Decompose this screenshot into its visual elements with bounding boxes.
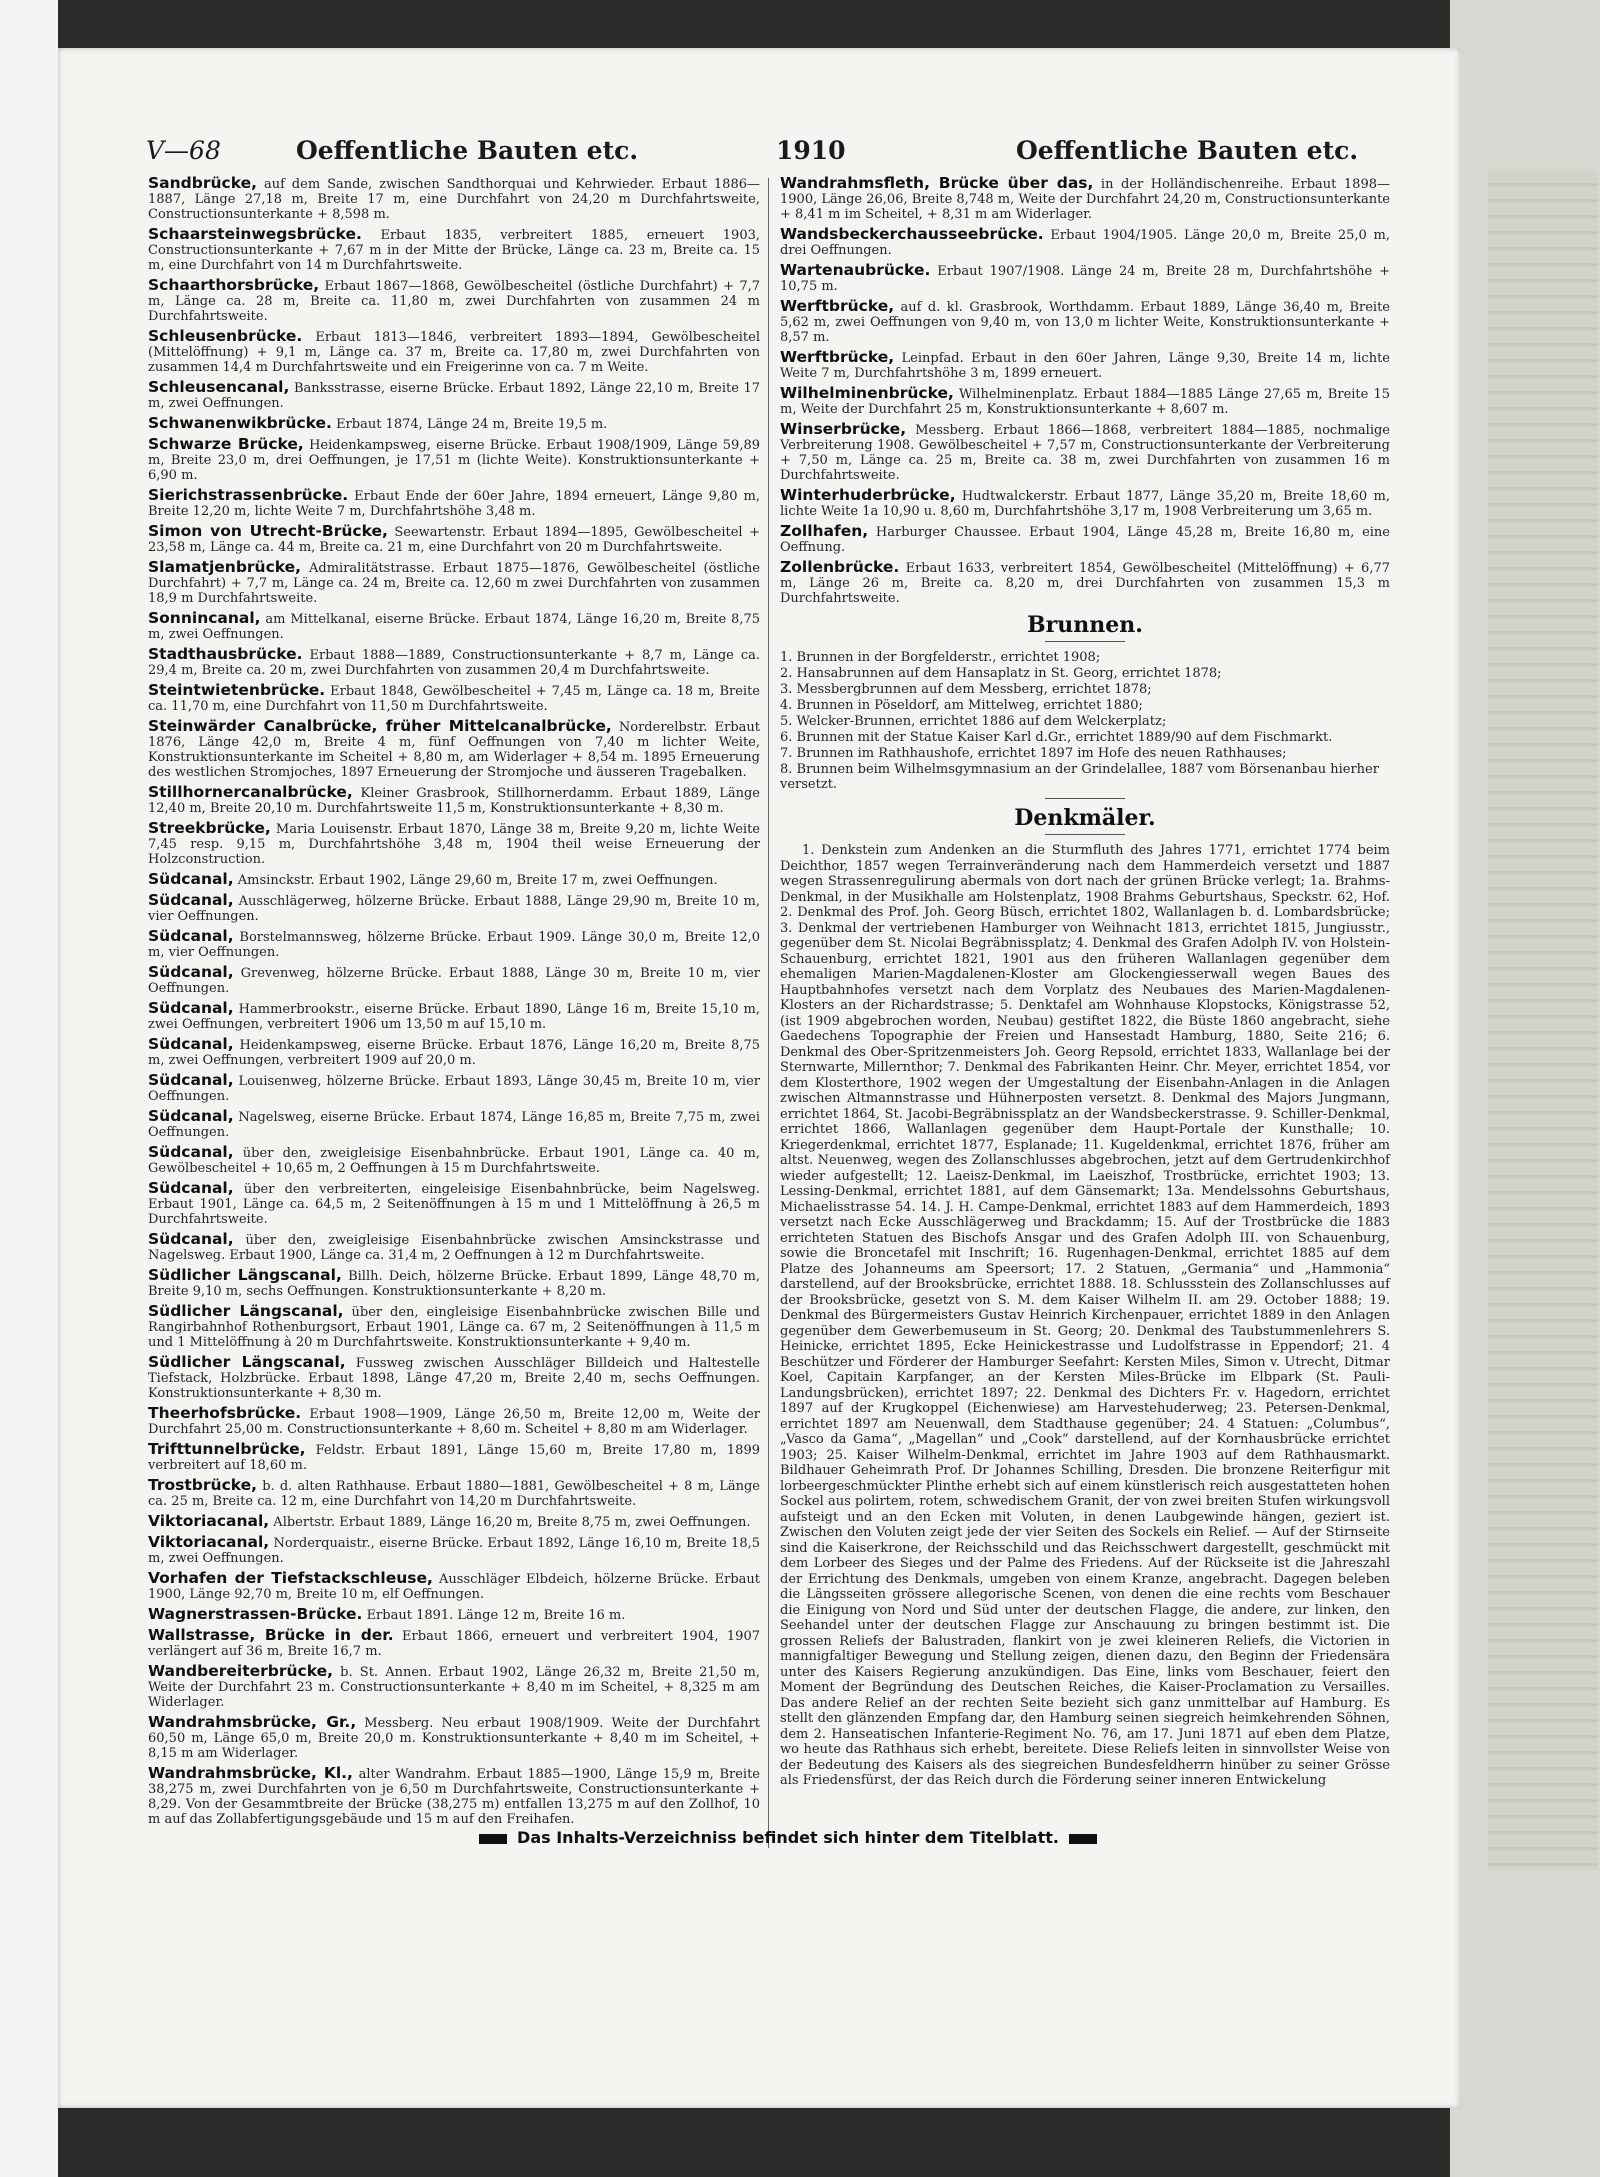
bridge-description: Wilhelminenplatz. Erbaut 1884—1885 Länge 27,65 m, Breite 15 m, Weite der Durchfahrt 25 m, Konstruktionsunterkante + 8,607 m. xyxy=(780,387,1390,417)
bridge-name: Simon von Utrecht-Brücke, xyxy=(148,522,388,540)
bridge-entry xyxy=(148,1073,760,1104)
bridge-description: am Mittelkanal, eiserne Brücke. Erbaut 1874, Länge 16,20 m, Breite 8,75 m, zwei Oeffnungen. xyxy=(148,612,760,642)
bridge-entry xyxy=(148,1607,760,1623)
bridge-entry xyxy=(148,719,760,780)
bridge-name: Südcanal, xyxy=(148,963,234,981)
bridge-entry xyxy=(148,821,760,867)
bridge-description: Hammerbrookstr., eiserne Brücke. Erbaut 1890, Länge 16 m, Breite 15,10 m, zwei Oeffnungen, verbreitert 1906 um 13,50 m auf 15,10 m. xyxy=(148,1002,760,1032)
bridge-name: Theerhofsbrücke. xyxy=(148,1404,302,1422)
bridge-description: Borstelmannsweg, hölzerne Brücke. Erbaut 1909. Länge 30,0 m, Breite 12,0 m, vier Oeffnungen. xyxy=(148,930,760,960)
right-column-bridge-list xyxy=(780,176,1390,606)
bridge-entry xyxy=(780,488,1390,519)
bridge-description: Erbaut 1907/1908. Länge 24 m, Breite 28 m, Durchfahrtshöhe + 10,75 m. xyxy=(780,264,1390,294)
bridge-name: Südcanal, xyxy=(148,1179,234,1197)
fountain-item: 8. Brunnen beim Wilhelmsgymnasium an der Grindelallee, 1887 vom Börsenanbau hierher versetzt. xyxy=(780,762,1379,792)
right-column xyxy=(780,176,1390,1789)
bridge-description: Norderelbstr. Erbaut 1876, Länge 42,0 m, Breite 4 m, fünf Oeffnungen von 7,40 m lichter Weite, Konstruktionsunterkante im Scheitel + 8,80 m, am Widerlager + 8,54 m. 1895 Erneuerung des westlichen Stromjoches, 1897 Erneuerung der Stromjoche und äusseren Tragebalken. xyxy=(148,720,760,780)
bridge-name: Schaarthorsbrücke, xyxy=(148,276,320,294)
bridge-entry xyxy=(148,524,760,555)
bridge-entry xyxy=(780,560,1390,606)
bridge-name: Sonnincanal, xyxy=(148,609,261,627)
bridge-name: Wilhelminenbrücke, xyxy=(780,384,954,402)
fountain-item: 6. Brunnen mit der Statue Kaiser Karl d.Gr., errichtet 1889/90 auf dem Fischmarkt. xyxy=(780,730,1333,745)
bridge-description: Fussweg zwischen Ausschläger Billdeich und Haltestelle Tiefstack, Holzbrücke. Erbaut 1898, Länge 47,20 m, Breite 2,40 m, sechs Oeffnungen. Konstruktionsunterkante + 8,30 m. xyxy=(148,1356,760,1401)
running-title-left: Oeffentliche Bauten etc. xyxy=(296,136,639,165)
bridge-entry xyxy=(148,1535,760,1566)
bridge-entry xyxy=(148,1766,760,1827)
bridge-name: Trifttunnelbrücke, xyxy=(148,1440,306,1458)
year-heading: 1910 xyxy=(776,136,846,165)
bridge-entry xyxy=(148,380,760,411)
bridge-name: Südlicher Längscanal, xyxy=(148,1266,342,1284)
running-title-right: Oeffentliche Bauten etc. xyxy=(1016,136,1359,165)
fountain-item: 2. Hansabrunnen auf dem Hansaplatz in St. Georg, errichtet 1878; xyxy=(780,666,1222,681)
bridge-description: b. d. alten Rathhause. Erbaut 1880—1881, Gewölbescheitel + 8 m, Länge ca. 25 m, Breite ca. 12 m, eine Durchfahrt von 14,20 m Durchfahrtsweite. xyxy=(148,1479,760,1509)
bridge-description: Messberg. Neu erbaut 1908/1909. Weite der Durchfahrt 60,50 m, Länge 65,0 m, Breite 20,0 m. Konstruktionsunterkante + 8,40 m im Scheitel, + 8,15 m am Widerlager. xyxy=(148,1716,760,1761)
bridge-entry xyxy=(148,1442,760,1473)
bridge-entry xyxy=(780,422,1390,483)
bridge-entry xyxy=(148,176,760,222)
bridge-description: Erbaut 1908—1909, Länge 26,50 m, Breite 12,00 m, Weite der Durchfahrt 25,00 m. Constructionsunterkante + 8,60 m. Scheitel + 8,80 m am Widerlager. xyxy=(148,1407,760,1437)
bridge-description: Erbaut 1633, verbreitert 1854, Gewölbescheitel (Mittelöffnung) + 6,77 m, Länge 26 m, Breite ca. 8,20 m, drei Durchfahrten von zusammen 15,3 m Durchfahrtsweite. xyxy=(780,561,1390,606)
bridge-name: Wartenaubrücke. xyxy=(780,261,931,279)
fountain-item: 5. Welcker-Brunnen, errichtet 1886 auf dem Welckerplatz; xyxy=(780,714,1167,729)
bridge-entry xyxy=(148,1628,760,1659)
bridge-description: Billh. Deich, hölzerne Brücke. Erbaut 1899, Länge 48,70 m, Breite 9,10 m, sechs Oeffnungen. Konstruktionsunterkante + 8,20 m. xyxy=(148,1269,760,1299)
pointing-hand-icon xyxy=(479,1834,507,1844)
section-title-brunnen: Brunnen. xyxy=(1027,612,1143,638)
bridge-name: Schleusencanal, xyxy=(148,378,290,396)
bridge-description: Banksstrasse, eiserne Brücke. Erbaut 1892, Länge 22,10 m, Breite 17 m, zwei Oeffnungen. xyxy=(148,381,760,411)
pointing-hand-icon xyxy=(1069,1834,1097,1844)
bridge-description: Kleiner Grasbrook, Stillhornerdamm. Erbaut 1889, Länge 12,40 m, Breite 20,10 m. Durchfahrtsweite 11,5 m, Konstruktionsunterkante + 8,30 m. xyxy=(148,786,760,816)
scan-left-margin xyxy=(0,0,58,2177)
bridge-description: Amsinckstr. Erbaut 1902, Länge 29,60 m, Breite 17 m, zwei Oeffnungen. xyxy=(233,873,718,888)
bridge-entry xyxy=(148,785,760,816)
bridge-description: über den, zweigleisige Eisenbahnbrücke. Erbaut 1901, Länge ca. 40 m, Gewölbescheitel + 10,65 m, 2 Oeffnungen à 15 m Durchfahrtsweite. xyxy=(148,1146,760,1176)
bridge-description: Maria Louisenstr. Erbaut 1870, Länge 38 m, Breite 9,20 m, lichte Weite 7,45 resp. 9,15 m, Durchfahrtshöhe 3,48 m, 1904 theil weise Erneuerung der Holzconstruction. xyxy=(148,822,760,867)
bridge-entry xyxy=(148,1001,760,1032)
bridge-name: Südcanal, xyxy=(148,870,234,888)
bridge-entry xyxy=(148,1109,760,1140)
bridge-description: auf dem Sande, zwischen Sandthorquai und Kehrwieder. Erbaut 1886—1887, Länge 27,18 m, Breite 17 m, eine Durchfahrt von 24,20 m Durchfahrtsweite, Constructionsunterkante + 8,598 m. xyxy=(148,177,760,222)
bridge-description: Heidenkampsweg, eiserne Brücke. Erbaut 1876, Länge 16,20 m, Breite 8,75 m, zwei Oeffnungen, verbreitert 1909 auf 20,0 m. xyxy=(148,1038,760,1068)
bridge-entry xyxy=(148,227,760,273)
bridge-description: Erbaut 1866, erneuert und verbreitert 1904, 1907 verlängert auf 36 m, Breite 16,7 m. xyxy=(148,1629,760,1659)
bridge-name: Wandrahmsbrücke, Kl., xyxy=(148,1764,353,1782)
bridge-name: Zollenbrücke. xyxy=(780,558,900,576)
bridge-name: Schaarsteinwegsbrücke. xyxy=(148,225,362,243)
bridge-entry xyxy=(148,1145,760,1176)
bridge-name: Südcanal, xyxy=(148,1230,234,1248)
section-rule xyxy=(1045,641,1125,642)
bridge-name: Südlicher Längscanal, xyxy=(148,1302,344,1320)
bridge-description: Louisenweg, hölzerne Brücke. Erbaut 1893, Länge 30,45 m, Breite 10 m, vier Oeffnungen. xyxy=(148,1074,760,1104)
footer-text: Das Inhalts-Verzeichniss befindet sich hinter dem Titelblatt. xyxy=(517,1828,1059,1847)
bridge-name: Vorhafen der Tiefstackschleuse, xyxy=(148,1569,433,1587)
bridge-entry xyxy=(148,1571,760,1602)
bridge-name: Stillhornercanalbrücke, xyxy=(148,783,353,801)
bridge-entry xyxy=(148,329,760,375)
bridge-entry xyxy=(148,1232,760,1263)
bridge-description: Harburger Chaussee. Erbaut 1904, Länge 45,28 m, Breite 16,80 m, eine Oeffnung. xyxy=(780,525,1390,555)
bridge-entry xyxy=(780,299,1390,345)
bridge-name: Slamatjenbrücke, xyxy=(148,558,302,576)
bridge-description: Erbaut 1848, Gewölbescheitel + 7,45 m, Länge ca. 18 m, Breite ca. 11,70 m, eine Durchfahrt von 11,50 m Durchfahrtsweite. xyxy=(148,684,760,714)
bridge-description: auf d. kl. Grasbrook, Worthdamm. Erbaut 1889, Länge 36,40 m, Breite 5,62 m, zwei Oeffnungen von 9,40 m, von 13,0 m lichter Weite, Konstruktionsunterkante + 8,57 m. xyxy=(780,300,1390,345)
bridge-name: Südcanal, xyxy=(148,999,234,1017)
bridge-description: Erbaut 1867—1868, Gewölbescheitel (östliche Durchfahrt) + 7,7 m, Länge ca. 28 m, Breite ca. 11,80 m, zwei Durchfahrten von zusammen 24 m Durchfahrtsweite. xyxy=(148,279,760,324)
bridge-name: Steinwärder Canalbrücke, früher Mittelcanalbrücke, xyxy=(148,717,612,735)
section-rule xyxy=(1045,834,1125,835)
fountain-item: 7. Brunnen im Rathhaushofe, errichtet 1897 im Hofe des neuen Rathhauses; xyxy=(780,746,1287,761)
bridge-entry xyxy=(148,416,760,432)
bridge-description: Feldstr. Erbaut 1891, Länge 15,60 m, Breite 17,80 m, 1899 verbreitert auf 18,60 m. xyxy=(148,1443,760,1473)
bridge-entry xyxy=(148,560,760,606)
bridge-description: über den, zweigleisige Eisenbahnbrücke zwischen Amsinckstrasse und Nagelsweg. Erbaut 1900, Länge ca. 31,4 m, 2 Oeffnungen à 12 m Durchfahrtsweite. xyxy=(148,1233,760,1263)
bridge-entry xyxy=(780,386,1390,417)
bridge-description: Erbaut 1874, Länge 24 m, Breite 19,5 m. xyxy=(331,417,608,432)
bridge-name: Viktoriacanal, xyxy=(148,1533,270,1551)
bridge-description: Seewartenstr. Erbaut 1894—1895, Gewölbescheitel + 23,58 m, Länge ca. 44 m, Breite ca. 21 m, eine Durchfahrt von 20 m Durchfahrtsweite. xyxy=(148,525,760,555)
fountain-list xyxy=(780,650,1390,792)
bridge-name: Viktoriacanal, xyxy=(148,1512,270,1530)
page-number: V—68 xyxy=(146,136,221,165)
bridge-entry xyxy=(148,1304,760,1350)
bridge-description: Erbaut 1835, verbreitert 1885, erneuert 1903, Constructionsunterkante + 7,67 m in der Mitte der Brücke, Länge ca. 23 m, Breite ca. 15 m, eine Durchfahrt von 14 m Durchfahrtsweite. xyxy=(148,228,760,273)
bridge-name: Südcanal, xyxy=(148,891,234,909)
bridge-name: Wallstrasse, Brücke in der. xyxy=(148,1626,394,1644)
bridge-entry xyxy=(148,1268,760,1299)
bridge-description: b. St. Annen. Erbaut 1902, Länge 26,32 m, Breite 21,50 m, Weite der Durchfahrt 23 m. Constructionsunterkante + 8,40 m im Scheitel, + 8,325 m am Widerlager. xyxy=(148,1665,760,1710)
bridge-description: Norderquaistr., eiserne Brücke. Erbaut 1892, Länge 16,10 m, Breite 18,5 m, zwei Oeffnungen. xyxy=(148,1536,760,1566)
bridge-name: Schwarze Brücke, xyxy=(148,435,304,453)
adjacent-page-edge xyxy=(1450,0,1600,2177)
bridge-name: Schleusenbrücke. xyxy=(148,327,303,345)
bridge-entry xyxy=(148,1406,760,1437)
bridge-name: Südcanal, xyxy=(148,927,234,945)
bridge-name: Sierichstrassenbrücke. xyxy=(148,486,349,504)
left-column-bridge-list xyxy=(148,176,760,1832)
bridge-name: Südcanal, xyxy=(148,1143,234,1161)
bridge-entry xyxy=(148,437,760,483)
bridge-entry xyxy=(780,263,1390,294)
bridge-entry xyxy=(780,227,1390,258)
column-divider xyxy=(768,178,769,1848)
scanned-page xyxy=(58,48,1460,2108)
bridge-entry xyxy=(148,1514,760,1530)
bridge-name: Wandbereiterbrücke, xyxy=(148,1662,334,1680)
bridge-name: Südcanal, xyxy=(148,1035,234,1053)
bridge-name: Wagnerstrassen-Brücke. xyxy=(148,1605,363,1623)
bridge-entry xyxy=(148,683,760,714)
section-title-denkmaeler: Denkmäler. xyxy=(1014,805,1156,831)
bridge-name: Werftbrücke, xyxy=(780,348,895,366)
bridge-entry xyxy=(780,524,1390,555)
bridge-entry xyxy=(780,350,1390,381)
bridge-description: über den, eingleisige Eisenbahnbrücke zwischen Bille und Rangirbahnhof Rothenburgsort, Erbaut 1901, Länge ca. 67 m, 2 Seitenöffnungen à 11,5 m und 1 Mittelöffnung à 20 m Durchfahrtsweite. Konstruktionsunterkante + 9,40 m. xyxy=(148,1305,760,1350)
bridge-description: in der Holländischenreihe. Erbaut 1898—1900, Länge 26,06, Breite 8,748 m, Weite der Durchfahrt 24,20 m, Constructionsunterkante + 8,41 m im Scheitel, + 8,31 m am Widerlager. xyxy=(780,177,1390,222)
bridge-description: Erbaut 1888—1889, Constructionsunterkante + 8,7 m, Länge ca. 29,4 m, Breite ca. 20 m, zwei Durchfahrten von zusammen 20,4 m Durchfahrtsweite. xyxy=(148,648,760,678)
bridge-name: Wandsbeckerchausseebrücke. xyxy=(780,225,1044,243)
bridge-name: Sandbrücke, xyxy=(148,174,258,192)
bridge-description: alter Wandrahm. Erbaut 1885—1900, Länge 15,9 m, Breite 38,275 m, zwei Durchfahrten von je 6,50 m Durchfahrtsweite, Constructionsunterkante + 8,29. Von der Gesammtbreite der Brücke (38,275 m) entfallen 13,275 m auf den Zollhof, 10 m auf das Zollabfertigungsgebäude und 15 m auf den Freihafen. xyxy=(148,1767,760,1827)
bridge-name: Wandrahmsbrücke, Gr., xyxy=(148,1713,357,1731)
bridge-description: Messberg. Erbaut 1866—1868, verbreitert 1884—1885, nochmalige Verbreiterung 1908. Gewölbescheitel + 7,57 m, Constructionsunterkante der Verbreiterung + 7,50 m, Länge ca. 25 m, Breite ca. 38 m, zwei Durchfahrten von zusammen 16 m Durchfahrtsweite. xyxy=(780,423,1390,483)
bridge-name: Wandrahmsfleth, Brücke über das, xyxy=(780,174,1094,192)
bridge-description: Hudtwalckerstr. Erbaut 1877, Länge 35,20 m, Breite 18,60 m, lichte Weite 1a 10,90 u. 8,60 m, Durchfahrtshöhe 3,17 m, 1908 Verbreiterung um 3,65 m. xyxy=(780,489,1390,519)
bridge-name: Streekbrücke, xyxy=(148,819,271,837)
bridge-name: Schwanenwikbrücke. xyxy=(148,414,332,432)
bridge-description: Erbaut 1813—1846, verbreitert 1893—1894, Gewölbescheitel (Mittelöffnung) + 9,1 m, Länge ca. 37 m, Breite ca. 17,80 m, zwei Durchfahrten von zusammen 14,4 m Durchfahrtsweite und ein Freigerinne von ca. 7 m Weite. xyxy=(148,330,760,375)
bridge-entry xyxy=(780,176,1390,222)
bridge-description: Erbaut Ende der 60er Jahre, 1894 erneuert, Länge 9,80 m, Breite 12,20 m, lichte Weite 7 m, Durchfahrtshöhe 3,48 m. xyxy=(148,489,760,519)
bridge-description: Admiralitätstrasse. Erbaut 1875—1876, Gewölbescheitel (östliche Durchfahrt) + 7,7 m, Länge ca. 24 m, Breite ca. 12,60 m zwei Durchfahrten von zusammen 18,9 m Durchfahrtsweite. xyxy=(148,561,760,606)
bridge-name: Stadthausbrücke. xyxy=(148,645,303,663)
bridge-entry xyxy=(148,1664,760,1710)
bridge-description: Erbaut 1904/1905. Länge 20,0 m, Breite 25,0 m, drei Oeffnungen. xyxy=(780,228,1390,258)
bridge-entry xyxy=(148,1355,760,1401)
monuments-text: 1. Denkstein zum Andenken an die Sturmfluth des Jahres 1771, errichtet 1774 beim Deichthor, 1857 wegen Terrainveränderung nach dem Hammerdeich versetzt und 1887 wegen Strassenregulirung abermals von dort nach der grünen Brücke verlegt; 1a. Brahms-Denkmal, in der Musikhalle am Holstenplatz, 1908 Brahms Geburtshaus, Speckstr. 62, Hof. 2. Denkmal des Prof. Joh. Georg Büsch, errichtet 1802, Wallanlagen b. d. Lombardsbrücke; 3. Denkmal der vertriebenen Hamburger von Weihnacht 1813, errichtet 1815, Jungiusstr., gegenüber dem St. Nicolai Begräbnissplatz; 4. Denkmal des Grafen Adolph IV. von Holstein-Schauenburg, errichtet 1821, 1901 aus den früheren Wallanlagen gegenüber dem ehemaligen Marien-Magdalenen-Kloster am Glockengiesserwall wegen Baues des Hauptbahnhofes versetzt nach dem Vorplatz des Neubaues des Marien-Magdalenen-Klosters an der Richardstrasse; 5. Denktafel am Wohnhause Klopstocks, Königstrasse 52, (ist 1909 abgebrochen worden, Neubau) gestiftet 1822, die Büste 1860 angebracht, siehe Gaedechens Topographie der Freien und Hansestadt Hamburg, 1880, Seite 216; 6. Denkmal des Ober-Spritzenmeisters Joh. Georg Repsold, errichtet 1833, Wallanlage bei der Sternwarte, Millernthor; 7. Denkmal des Fabrikanten Heinr. Chr. Meyer, errichtet 1854, vor dem Klosterthore, 1902 wegen der Umgestaltung der Eisenbahn-Anlagen in die Anlagen zwischen Altmannstrasse und Hühnerposten versetzt. 8. Denkmal des Majors Jungmann, errichtet 1864, St. Jacobi-Begräbnissplatz an der Wandsbeckerstrasse. 9. Schiller-Denkmal, errichtet 1866, Wallanlagen gegenüber dem Haupt-Portale der Kunsthalle; 10. Kriegerdenkmal, errichtet 1877, Esplanade; 11. Kugeldenkmal, errichtet 1876, früher am altst. Neuenweg, wegen des Zollanschlusses abgebrochen, jetzt auf dem Gertrudenkirchhof wieder aufgestellt; 12. Laeisz-Denkmal, im Laeiszhof, Trostbrücke, errichtet 1903; 13. Lessing-Denkmal, errichtet 1881, auf dem Gänsemarkt; 13a. Mendelssohns Geburtshaus, Michaelisstrasse 54. 14. J. H. Campe-Denkmal, errichtet 1883 auf dem Hammerdeich, 1893 versetzt nach Ecke Ausschlägerweg und Brackdamm; 15. Auf der Trostbrücke die 1883 errichteten Statuen des Bischofs Ansgar und des Grafen Adolph III. von Schauenburg, sowie die Broncetafel mit Inschrift; 16. Rugenhagen-Denkmal, errichtet 1885 auf dem Platze des Johanneums am Speersort; 17. 2 Statuen, „Germania“ und „Hammonia“ darstellend, auf der Brooksbrücke, errichtet 1888. 18. Schlussstein des Zollanschlusses auf der Brooksbrücke, gesetzt von S. M. dem Kaiser Wilhelm II. am 29. October 1888; 19. Denkmal des Bürgermeisters Gustav Heinrich Kirchenpauer, errichtet 1889 in den Anlagen gegenüber dem Gewerbemuseum in St. Georg; 20. Denkmal des Taubstummenlehrers S. Heinicke, errichtet 1895, Ecke Heinickestrasse und Ludolfstrasse in Eppendorf; 21. 4 Beschützer und Förderer der Hamburger Seefahrt: Kersten Miles, Simon v. Utrecht, Ditmar Koel, Capitain Karpfanger, an der Kersten Miles-Brücke im Elbpark (St. Pauli-Landungsbrücken), errichtet 1897; 22. Denkmal des Dichters Fr. v. Hagedorn, errichtet 1897 auf der Krugkoppel (Eichenwiese) am Harvestehuderweg; 23. Petersen-Denkmal, errichtet 1897 am Neuenwall, dem Stadthause gegenüber; 24. 4 Statuen: „Columbus“, „Vasco da Gama“, „Magellan“ und „Cook“ darstellend, auf der Kornhausbrücke errichtet 1903; 25. Kaiser Wilhelm-Denkmal, errichtet im Jahre 1903 auf dem Rathhausmarkt. Bildhauer Geheimrath Prof. Dr Johannes Schilling, Dresden. Die bronzene Reiterfigur mit lorbeergeschmückter Plinthe erhebt sich auf einem künstlerisch reich ausgestatteten hohen Sockel aus polirtem, rotem, schwedischem Granit, der von zwei breiten Stufen wirkungsvoll aufsteigt und an den Ecken mit Voluten, in denen Laubgewinde hängen, geziert ist. Zwischen den Voluten zeigt jede der vier Seiten des Sockels ein Relief. — Auf der Stirnseite sind die Kaiserkrone, der Reichsschild und das Reichsschwert dargestellt, geschmückt mit dem Lorbeer des Sieges und der Palme des Friedens. Auf der Rückseite ist die Jahreszahl der Errichtung des Denkmals, umgeben von einem Kranze, angebracht. Dagegen beleben die Längsseiten grössere allegorische Scenen, von denen die eine rechts vom Beschauer die Einigung von Nord und Süd unter der deutschen Flagge, die andere, zur linken, den Seehandel unter der deutschen Flagge zur Anschauung zu bringen bestimmt ist. Die grossen Reliefs der Balustraden, flankirt von je zwei kleineren Reliefs, die Victorien in mannigfaltiger Bewegung und Stellung zeigen, dienen dazu, den Beginn der Friedensära unter des Kaisers Regierung anzukündigen. Das Eine, links vom Beschauer, feiert den Moment der Begründung des Deutschen Reiches, die Kaiser-Proclamation zu Versailles. Das andere Relief an der rechten Seite bezieht sich ganz unmittelbar auf Hamburg. Es stellt den glänzenden Empfang dar, den Hamburg seinen siegreich heimkehrenden Söhnen, dem 2. Hanseatischen Infanterie-Regiment No. 76, am 17. Juni 1871 auf eben dem Platze, wo heute das Rathhaus sich erhebt, bereitete. Diese Reliefs leiten in sinnvollster Weise von der Bedeutung des Kaisers als des siegreichen Bundesfeldherrn hinüber zu seiner Grösse als Friedensfürst, der das Reich durch die Förderung seiner inneren Entwickelung xyxy=(780,843,1390,1788)
fountain-item: 1. Brunnen in der Borgfelderstr., errichtet 1908; xyxy=(780,650,1101,665)
bridge-description: über den verbreiterten, eingeleisige Eisenbahnbrücke, beim Nagelsweg. Erbaut 1901, Länge ca. 64,5 m, 2 Seitenöffnungen à 15 m und 1 Mittelöffnung à 26,5 m Durchfahrtsweite. xyxy=(148,1182,760,1227)
bridge-entry xyxy=(148,278,760,324)
bridge-description: Erbaut 1891. Länge 12 m, Breite 16 m. xyxy=(362,1608,626,1623)
bridge-name: Südcanal, xyxy=(148,1107,234,1125)
fountain-item: 3. Messbergbrunnen auf dem Messberg, errichtet 1878; xyxy=(780,682,1152,697)
bridge-description: Albertstr. Erbaut 1889, Länge 16,20 m, Breite 8,75 m, zwei Oeffnungen. xyxy=(269,1515,751,1530)
bridge-entry xyxy=(148,965,760,996)
bridge-description: Ausschläger Elbdeich, hölzerne Brücke. Erbaut 1900, Länge 92,70 m, Breite 10 m, elf Oeffnungen. xyxy=(148,1572,760,1602)
bridge-entry xyxy=(148,1715,760,1761)
bridge-entry xyxy=(148,929,760,960)
bridge-description: Nagelsweg, eiserne Brücke. Erbaut 1874, Länge 16,85 m, Breite 7,75 m, zwei Oeffnungen. xyxy=(148,1110,760,1140)
bridge-name: Südcanal, xyxy=(148,1071,234,1089)
bridge-entry xyxy=(148,1037,760,1068)
bridge-name: Zollhafen, xyxy=(780,522,869,540)
bridge-entry xyxy=(148,488,760,519)
bridge-description: Ausschlägerweg, hölzerne Brücke. Erbaut 1888, Länge 29,90 m, Breite 10 m, vier Oeffnungen. xyxy=(148,894,760,924)
bridge-name: Trostbrücke, xyxy=(148,1476,258,1494)
bridge-entry xyxy=(148,872,760,888)
section-rule xyxy=(1045,798,1125,799)
footer-note xyxy=(213,1828,1363,1847)
bridge-name: Werftbrücke, xyxy=(780,297,895,315)
bridge-entry xyxy=(148,1478,760,1509)
bridge-entry xyxy=(148,647,760,678)
bridge-name: Winterhuderbrücke, xyxy=(780,486,956,504)
bridge-description: Leinpfad. Erbaut in den 60er Jahren, Länge 9,30, Breite 14 m, lichte Weite 7 m, Durchfahrtshöhe 3 m, 1899 erneuert. xyxy=(780,351,1390,381)
bridge-entry xyxy=(148,893,760,924)
bridge-description: Grevenweg, hölzerne Brücke. Erbaut 1888, Länge 30 m, Breite 10 m, vier Oeffnungen. xyxy=(148,966,760,996)
bridge-entry xyxy=(148,611,760,642)
bridge-name: Winserbrücke, xyxy=(780,420,907,438)
bridge-description: Heidenkampsweg, eiserne Brücke. Erbaut 1908/1909, Länge 59,89 m, Breite 23,0 m, drei Oeffnungen, je 17,51 m (lichte Weite). Konstruktionsunterkante + 6,90 m. xyxy=(148,438,760,483)
bridge-entry xyxy=(148,1181,760,1227)
fountain-item: 4. Brunnen in Pöseldorf, am Mittelweg, errichtet 1880; xyxy=(780,698,1143,713)
bridge-name: Steintwietenbrücke. xyxy=(148,681,326,699)
bridge-name: Südlicher Längscanal, xyxy=(148,1353,346,1371)
